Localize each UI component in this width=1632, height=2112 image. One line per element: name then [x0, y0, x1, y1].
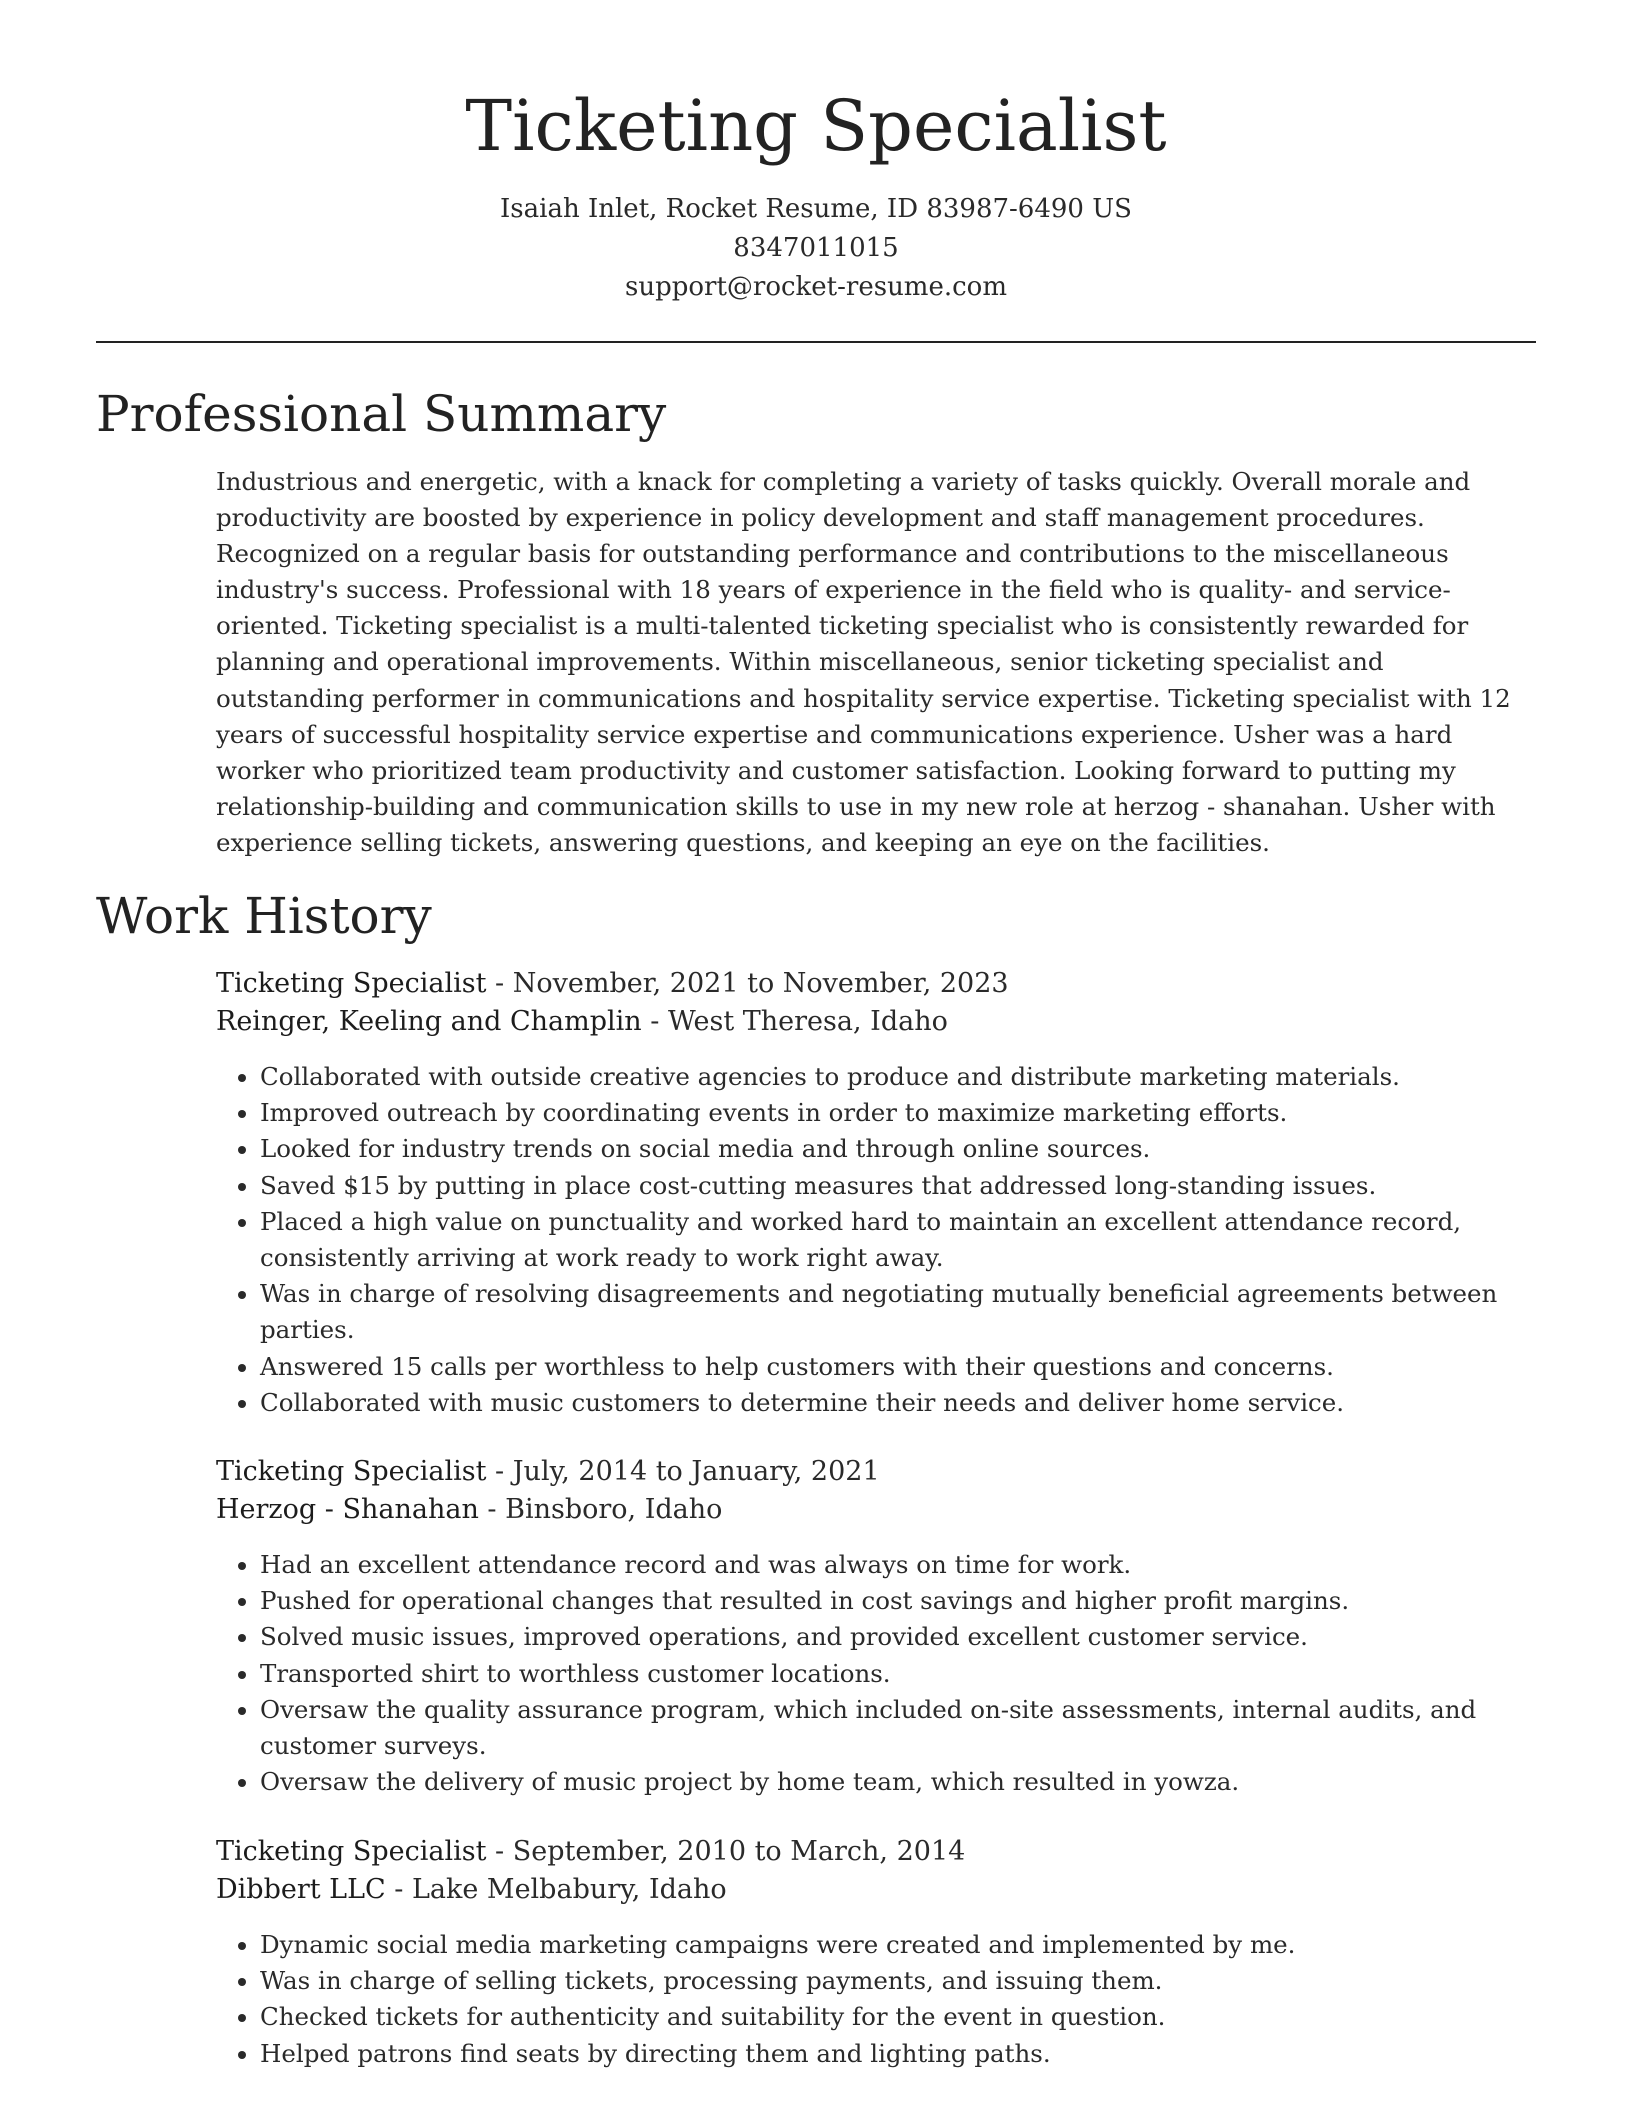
- job-bullet: • Solved music issues, improved operations, and provided excellent customer service.: [260, 1619, 1536, 1655]
- job-bullet: • Collaborated with music customers to determine their needs and deliver home service.: [260, 1385, 1536, 1421]
- job-bullet: • Looked for industry trends on social media and through online sources.: [260, 1131, 1536, 1167]
- job-dates: - July, 2014 to January, 2021: [486, 1456, 880, 1487]
- job-bullet: • Oversaw the quality assurance program, which included on-site assessments, internal audits, and customer surveys.: [260, 1692, 1536, 1764]
- job-bullet: • Transported shirt to worthless customer locations.: [260, 1656, 1536, 1692]
- work-history-heading: Work History: [96, 887, 432, 945]
- contact-email: support@rocket-resume.com: [624, 272, 1007, 302]
- job-company: Herzog - Shanahan: [216, 1494, 479, 1525]
- job-bullets: [216, 1547, 1536, 1800]
- header-divider: [96, 341, 1536, 343]
- job-company-line: [216, 1491, 1536, 1529]
- job-bullet: • Improved outreach by coordinating events in order to maximize marketing efforts.: [260, 1095, 1536, 1131]
- job-bullet: • Saved $15 by putting in place cost-cutting measures that addressed long-standing issues.: [260, 1168, 1536, 1204]
- job-bullet: • Was in charge of selling tickets, processing payments, and issuing them.: [260, 1963, 1536, 1999]
- contact-phone: 8347011015: [733, 233, 899, 263]
- job-bullets: [216, 1927, 1536, 2072]
- job-entry: [216, 1833, 1536, 2072]
- job-bullet: • Pushed for operational changes that resulted in cost savings and higher profit margins.: [260, 1583, 1536, 1619]
- job-title-line: [216, 1453, 1536, 1491]
- job-location: - West Theresa, Idaho: [641, 1006, 948, 1037]
- job-title: Ticketing Specialist: [216, 1456, 487, 1487]
- job-title-line: [216, 1833, 1536, 1871]
- job-bullet: • Answered 15 calls per worthless to help customers with their questions and concerns.: [260, 1349, 1536, 1385]
- job-company: Reinger, Keeling and Champlin: [216, 1006, 642, 1037]
- summary-heading: Professional Summary: [96, 385, 667, 443]
- job-bullet: • Dynamic social media marketing campaigns were created and implemented by me.: [260, 1927, 1536, 1963]
- job-bullet: • Placed a high value on punctuality and worked hard to maintain an excellent attendance record, consistently arriving at work ready to work right away.: [260, 1204, 1536, 1276]
- job-title: Ticketing Specialist: [216, 1836, 487, 1867]
- contact-block: [0, 190, 1632, 307]
- job-dates: - November, 2021 to November, 2023: [486, 968, 1009, 999]
- job-bullets: [216, 1059, 1536, 1421]
- job-title-line: [216, 965, 1536, 1003]
- job-company-line: [216, 1003, 1536, 1041]
- job-location: - Lake Melbabury, Idaho: [385, 1874, 727, 1905]
- job-bullet: • Collaborated with outside creative agencies to produce and distribute marketing materials.: [260, 1059, 1536, 1095]
- job-bullet: • Was in charge of resolving disagreements and negotiating mutually beneficial agreements between parties.: [260, 1276, 1536, 1348]
- job-title: Ticketing Specialist: [216, 968, 487, 999]
- job-entry: [216, 965, 1536, 1421]
- job-entry: [216, 1453, 1536, 1800]
- contact-address: Isaiah Inlet, Rocket Resume, ID 83987-6490 US: [500, 194, 1132, 224]
- resume-title: Ticketing Specialist: [465, 85, 1167, 167]
- job-bullet: • Helped patrons find seats by directing them and lighting paths.: [260, 2036, 1536, 2072]
- job-dates: - September, 2010 to March, 2014: [486, 1836, 966, 1867]
- summary-text: Industrious and energetic, with a knack for completing a variety of tasks quickly. Overall morale and productivity are boosted by experience in policy development and staff management procedures. Recognized on a regular basis for outstanding performance and contributions to the miscellaneous industry's success. Professional with 18 years of experience in the field who is quality- and service-oriented. Ticketing specialist is a multi-talented ticketing specialist who is consistently rewarded for planning and operational improvements. Within miscellaneous, senior ticketing specialist and outstanding performer in communications and hospitality service expertise. Ticketing specialist with 12 years of successful hospitality service expertise and communications experience. Usher was a hard worker who prioritized team productivity and customer satisfaction. Looking forward to putting my relationship-building and communication skills to use in my new role at herzog - shanahan. Usher with experience selling tickets, answering questions, and keeping an eye on the facilities.: [216, 467, 1511, 857]
- job-location: - Binsboro, Idaho: [478, 1494, 723, 1525]
- job-bullet: • Had an excellent attendance record and was always on time for work.: [260, 1547, 1536, 1583]
- job-bullet: • Oversaw the delivery of music project by home team, which resulted in yowza.: [260, 1764, 1536, 1800]
- job-company: Dibbert LLC: [216, 1874, 386, 1905]
- job-bullet: • Checked tickets for authenticity and suitability for the event in question.: [260, 1999, 1536, 2035]
- job-company-line: [216, 1871, 1536, 1909]
